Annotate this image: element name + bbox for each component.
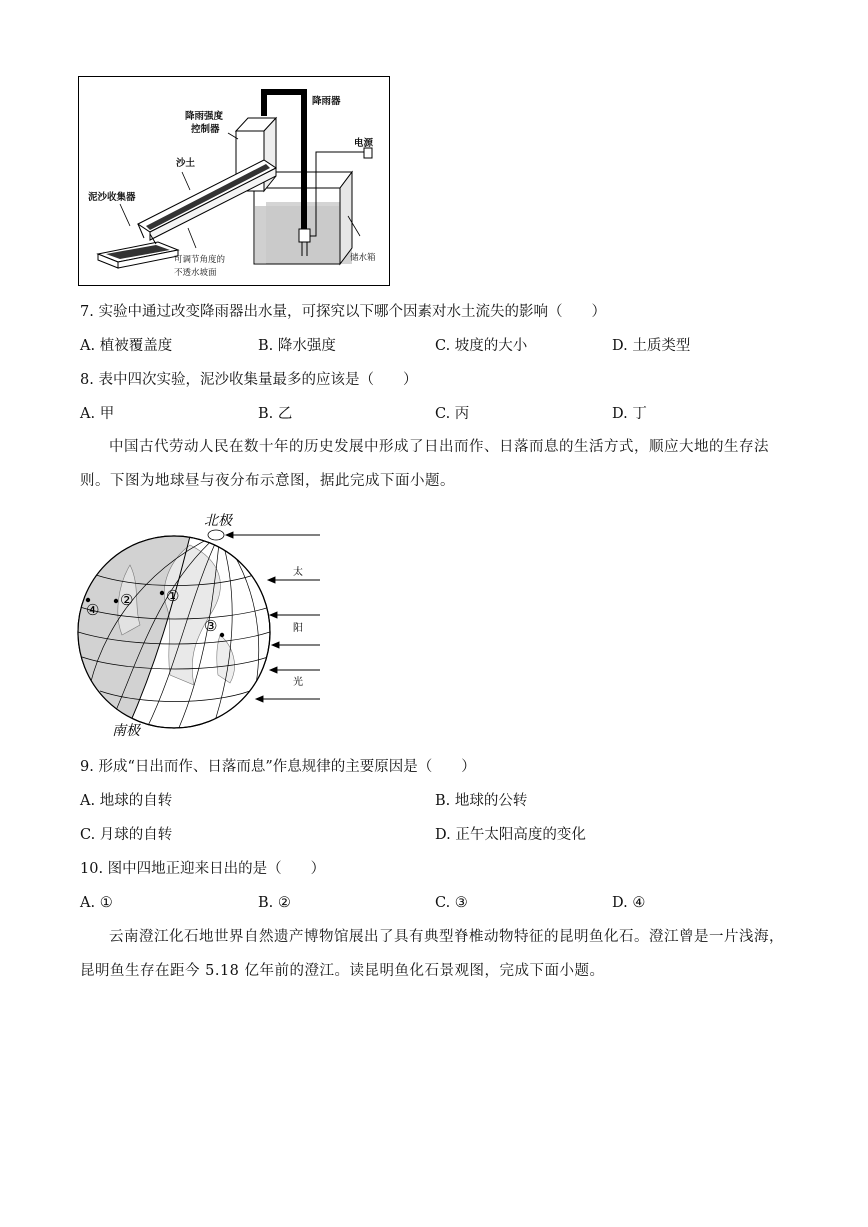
- label-north-pole: 北极: [204, 513, 232, 529]
- q10-option-a[interactable]: A. ①: [80, 895, 113, 911]
- q10-option-c[interactable]: C. ③: [435, 895, 468, 911]
- label-water-tank: 储水箱: [350, 253, 376, 263]
- q7-stem: 7. 实验中通过改变降雨器出水量，可探究以下哪个因素对水土流失的影响（ ）: [80, 304, 606, 320]
- globe-day-night-diagram: [70, 505, 330, 741]
- point-2: ②: [120, 591, 134, 609]
- q8-option-c[interactable]: C. 丙: [435, 406, 470, 422]
- q7-option-a[interactable]: A. 植被覆盖度: [80, 338, 173, 354]
- q8-option-b[interactable]: B. 乙: [258, 406, 293, 422]
- q9-option-a[interactable]: A. 地球的自转: [80, 793, 173, 809]
- label-slope-2: 不透水坡面: [174, 268, 217, 278]
- label-sand-soil: 沙土: [176, 158, 196, 169]
- point-1: ①: [166, 587, 180, 605]
- q10-option-d[interactable]: D. ④: [612, 895, 646, 911]
- label-sun-1: 太: [293, 567, 303, 578]
- q8-option-d[interactable]: D. 丁: [612, 406, 647, 422]
- q10-option-b[interactable]: B. ②: [258, 895, 291, 911]
- q7-option-d[interactable]: D. 土质类型: [612, 338, 691, 354]
- label-sun-3: 光: [293, 677, 303, 688]
- label-sun-2: 阳: [293, 623, 303, 634]
- q10-stem: 10. 图中四地正迎来日出的是（ ）: [80, 861, 326, 877]
- q9-option-b[interactable]: B. 地球的公转: [435, 793, 528, 809]
- q9-option-c[interactable]: C. 月球的自转: [80, 827, 173, 843]
- q9-stem: 9. 形成“日出而作、日落而息”作息规律的主要原因是（ ）: [80, 759, 476, 775]
- passage-day-night: 中国古代劳动人民在数十年的历史发展中形成了日出而作、日落而息的生活方式，顺应大地的生存法则。下图为地球昼与夜分布示意图，据此完成下面小题。: [80, 439, 769, 489]
- q9-option-d[interactable]: D. 正午太阳高度的变化: [435, 827, 586, 843]
- label-sediment-collector: 泥沙收集器: [88, 192, 136, 203]
- north-pole-icon: [208, 530, 224, 540]
- label-intensity-2: 控制器: [191, 124, 220, 135]
- label-slope-1: 可调节角度的: [174, 255, 226, 265]
- passage-kunming-fish: 云南澄江化石地世界自然遗产博物馆展出了具有典型脊椎动物特征的昆明鱼化石。澄江曾是一片浅海，昆明鱼生存在距今 5.18 亿年前的澄江。读昆明鱼化石景观图，完成下面小题。: [80, 929, 784, 979]
- point-3: ③: [204, 617, 218, 635]
- label-rain-maker: 降雨器: [312, 96, 341, 107]
- label-south-pole: 南极: [112, 723, 140, 739]
- label-intensity-1: 降雨强度: [185, 111, 224, 122]
- q8-option-a[interactable]: A. 甲: [80, 406, 115, 422]
- q7-option-b[interactable]: B. 降水强度: [258, 338, 336, 354]
- power-plug-icon: [364, 148, 372, 158]
- label-power: 电源: [354, 138, 374, 149]
- point-4: ④: [86, 601, 100, 619]
- experiment-diagram: [78, 76, 390, 286]
- q8-stem: 8. 表中四次实验，泥沙收集量最多的应该是（ ）: [80, 372, 418, 388]
- q7-option-c[interactable]: C. 坡度的大小: [435, 338, 528, 354]
